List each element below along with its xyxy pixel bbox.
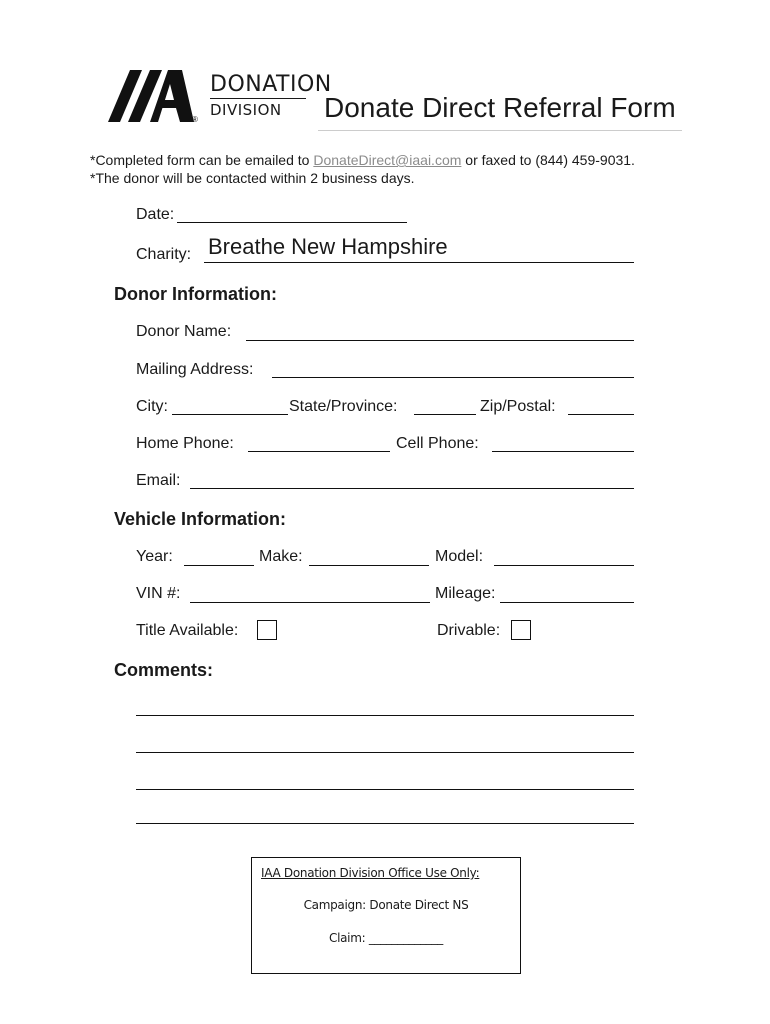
claim-text: Claim: _____________ (329, 931, 443, 945)
vin-label: VIN #: (136, 585, 181, 602)
logo-divider (210, 98, 306, 99)
comments-heading: Comments: (114, 660, 214, 680)
model-field[interactable] (494, 565, 634, 566)
drivable-checkbox[interactable] (511, 620, 531, 640)
comments-line-1[interactable] (136, 715, 634, 716)
comments-line-2[interactable] (136, 752, 634, 753)
drivable-label: Drivable: (437, 622, 501, 639)
year-field[interactable] (184, 565, 254, 566)
state-field[interactable] (414, 414, 476, 415)
vin-field[interactable] (190, 602, 430, 603)
note-prefix: *Completed form can be emailed to (90, 152, 314, 168)
mileage-field[interactable] (500, 602, 634, 603)
donor-heading: Donor Information: (114, 284, 277, 304)
comments-line-3[interactable] (136, 789, 634, 790)
office-use-box (251, 857, 521, 974)
logo-division-text: DIVISION (210, 101, 282, 119)
make-field[interactable] (309, 565, 429, 566)
home-phone-label: Home Phone: (136, 435, 234, 452)
make-label: Make: (259, 548, 303, 565)
email-field[interactable] (190, 488, 634, 489)
mileage-label: Mileage: (435, 585, 496, 602)
email-link[interactable]: DonateDirect@iaai.com (313, 152, 462, 168)
title-available-label: Title Available: (136, 622, 239, 639)
charity-field[interactable] (204, 262, 634, 263)
model-label: Model: (435, 548, 484, 565)
donor-name-field[interactable] (246, 340, 634, 341)
zip-label: Zip/Postal: (480, 398, 556, 415)
charity-label: Charity: (136, 246, 192, 263)
registered-mark: ® (192, 115, 198, 124)
donor-name-label: Donor Name: (136, 323, 232, 340)
city-label: City: (136, 398, 168, 415)
home-phone-field[interactable] (248, 451, 390, 452)
note-line-1 (90, 152, 635, 168)
title-available-checkbox[interactable] (257, 620, 277, 640)
date-label: Date: (136, 206, 175, 223)
date-field[interactable] (177, 222, 407, 223)
comments-line-4[interactable] (136, 823, 634, 824)
note-suffix: or faxed to (844) 459-9031. (461, 152, 635, 168)
cell-phone-label: Cell Phone: (396, 435, 479, 452)
charity-value: Breathe New Hampshire (208, 234, 448, 259)
logo-donation-text: DONATION (210, 72, 332, 97)
note-line-2: *The donor will be contacted within 2 business days. (90, 170, 415, 186)
city-field[interactable] (172, 414, 288, 415)
zip-field[interactable] (568, 414, 634, 415)
email-label: Email: (136, 472, 181, 489)
cell-phone-field[interactable] (492, 451, 634, 452)
office-use-heading: IAA Donation Division Office Use Only: (261, 866, 480, 880)
campaign-text: Campaign: Donate Direct NS (303, 898, 469, 912)
mailing-address-field[interactable] (272, 377, 634, 378)
state-label: State/Province: (289, 398, 398, 415)
mailing-address-label: Mailing Address: (136, 361, 254, 378)
title-underline (318, 130, 682, 131)
year-label: Year: (136, 548, 173, 565)
form-title: Donate Direct Referral Form (324, 92, 676, 123)
vehicle-heading: Vehicle Information: (114, 509, 287, 529)
iaa-logo (106, 66, 202, 126)
